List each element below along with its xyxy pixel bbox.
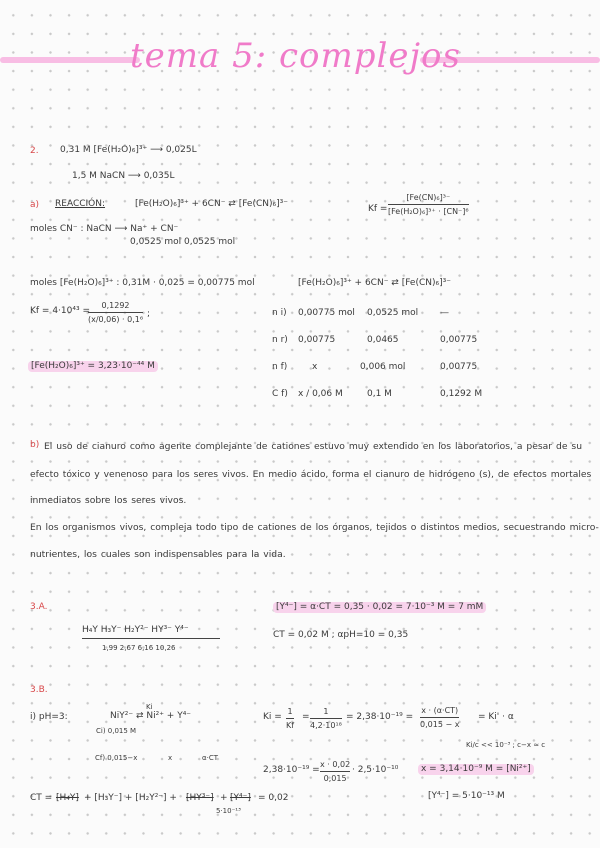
s3b-ci: Ci) 0,015 M <box>96 727 137 735</box>
s3b-label: 3.B. <box>30 685 48 695</box>
s2-moles-cn: moles CN⁻ : NaCN ⟶ Na⁺ + CN⁻ <box>30 224 179 234</box>
s3b-eq3-result: x = 3,14·10⁻⁹ M = [Ni²⁺] <box>418 764 534 775</box>
s3b-one: 1 <box>287 707 293 716</box>
s3b-reaction: NiY²⁻ ⇄ Ni²⁺ + Y⁴⁻ <box>110 711 192 721</box>
s3b-ct-res: = 0,02 <box>258 793 289 803</box>
table-cell: 0,1292 M <box>440 389 483 399</box>
s2-kf-den: [Fe(H₂O)₆]³⁺ · [CN⁻]⁶ <box>388 207 469 216</box>
s2-reaccion-label: REACCIÓN: <box>55 199 106 209</box>
page-title: tema 5: complejos <box>130 36 461 76</box>
s3b-kf-val: 4,2·10¹⁸ <box>310 721 342 730</box>
sb-line-1: El uso de cianuro como agente complejante de cationes estuvo muy extendido en los laboratorios, a pesar de su <box>44 441 583 452</box>
s3b-eq3-num: x · 0,02 <box>320 760 351 769</box>
s2-kf-value: Kf = 4·10⁴³ = <box>30 306 90 316</box>
s3b-ph: i) pH=3: <box>30 712 68 722</box>
s3b-main-fraction <box>420 706 459 729</box>
table-cell: 0,1 M <box>367 389 392 399</box>
s2-kf-label: Kf = <box>368 204 388 214</box>
sb-line-2: efecto tóxico y venenoso para los seres vivos. En medio ácido, forma el cianuro de hidrógeno (s), de efectos mortales <box>30 469 592 480</box>
s3b-cf-alpha: α·CT <box>202 754 219 762</box>
s3b-frac-num: x · (α·CT) <box>421 706 459 715</box>
s2-kf-bar <box>388 204 469 205</box>
s3b-ki-eq1: Ki = <box>263 712 282 722</box>
table-cell: x / 0,06 M <box>298 389 343 399</box>
s3b-eq-sign: = <box>302 712 310 722</box>
s2-result: [Fe(H₂O)₆]³⁺ = 3,23·10⁻⁴⁴ M <box>28 361 158 372</box>
s3a-ct: CT = 0,02 M ; αpH=10 = 0,35 <box>273 630 409 640</box>
s3b-ct-hy: [HY³⁻] <box>186 793 214 803</box>
s3b-ct-plus: + <box>220 793 228 803</box>
s2-a-label: a) <box>30 200 40 210</box>
s3a-pkas: 1,99 2,67 6,16 10,26 <box>102 644 176 652</box>
s3b-ki-tail: = Ki' · α <box>478 712 514 722</box>
s3b-cf: Cf) 0,015−x <box>95 754 138 762</box>
table-cell: 0,00775 <box>440 362 478 372</box>
s3b-ct-y4: [Y⁴⁻] <box>230 793 251 803</box>
title-underline-left <box>0 57 140 63</box>
s3b-eq3: 2,38·10⁻¹⁹ = <box>263 765 320 775</box>
s3b-kf: Kf <box>286 721 295 730</box>
s3b-ct-pre: CT = <box>30 793 53 803</box>
s3b-ct-mid: + [H₃Y⁻] + [H₂Y²⁻] + <box>84 793 177 803</box>
s3b-one-b: 1 <box>323 707 329 716</box>
s3b-ki-arrow: Ki <box>146 703 153 711</box>
table-row-label: n f) <box>272 362 288 372</box>
s2-kf-value-den: (x/0,06) · 0,1⁶ <box>88 315 144 324</box>
s3b-eq3-mid: · 2,5·10⁻¹⁰ <box>352 765 399 775</box>
s2-moles-fe: moles [Fe(H₂O)₆]³⁺ : 0,31M · 0,025 = 0,00775 mol <box>30 278 255 288</box>
sb-label: b) <box>30 440 40 450</box>
table-row-label: n i) <box>272 308 287 318</box>
s3b-frac-den: 0,015 − x <box>420 720 460 729</box>
s3b-bar-1 <box>286 718 294 719</box>
table-cell: 0,00775 <box>440 335 478 345</box>
s3b-approx: Ki/c << 10⁻³ ; c−x ≈ c <box>466 741 546 749</box>
s3a-y4: [Y⁴⁻] = α·CT = 0,35 · 0,02 = 7·10⁻³ M = 7 mM <box>273 602 486 613</box>
s2-reaction: [Fe(H₂O)₆]³⁺ + 6CN⁻ ⇄ [Fe(CN)₆]³⁻ <box>135 199 288 209</box>
table-cell: 0,0525 mol <box>367 308 419 318</box>
s2-kf-value-bar <box>88 312 143 313</box>
s3a-label: 3.A. <box>30 602 48 612</box>
s2-kf-value-fraction <box>88 301 143 324</box>
s3b-cf-x: x <box>168 754 173 762</box>
s3b-ct-sub: 5·10⁻¹³ <box>216 807 241 815</box>
s3b-bar-3 <box>420 717 459 718</box>
s3b-ct-h4y: [H₄Y] <box>56 793 79 803</box>
s2-kf-value-num: 0,1292 <box>101 301 130 310</box>
table-row-label: C f) <box>272 389 288 399</box>
table-cell: 0,00775 mol <box>298 308 355 318</box>
table-cell: x <box>312 362 318 372</box>
s2-kf-num: [Fe(CN)₆]³⁻ <box>406 193 451 202</box>
s2-moles-cn-vals: 0,0525 mol 0,0525 mol <box>130 237 236 247</box>
s3b-one-over-kfval <box>310 707 342 730</box>
s2-semicolon: ; <box>147 309 151 319</box>
s3a-species-line <box>82 638 220 639</box>
sb-line-5: nutrientes, los cuales son indispensables para la vida. <box>30 549 286 560</box>
s3b-bar-4 <box>320 771 350 772</box>
s3b-bar-2 <box>310 718 342 719</box>
section-2-number: 2. <box>30 146 39 156</box>
table-cell: 0,0465 <box>367 335 399 345</box>
s2-line2: 1,5 M NaCN ⟶ 0,035L <box>72 171 175 181</box>
sb-line-3: inmediatos sobre los seres vivos. <box>30 495 187 506</box>
s3b-y4-final: [Y⁴⁻] = 5·10⁻¹³ M <box>428 791 505 801</box>
s3b-eq3-den: 0,015 <box>323 774 347 783</box>
table-cell: 0,00775 <box>298 335 336 345</box>
sb-line-4: En los organismos vivos, compleja todo tipo de cationes de los órganos, tejidos o distintos medios, secuestrando micro- <box>30 522 599 533</box>
s3a-species: H₄Y H₃Y⁻ H₂Y²⁻ HY³⁻ Y⁴⁻ <box>82 625 189 635</box>
s3b-one-over-kf <box>286 707 294 730</box>
s3b-ki-eq2: = 2,38·10⁻¹⁹ = <box>346 712 414 722</box>
table-cell: 0,006 mol <box>360 362 406 372</box>
table-row-label: n r) <box>272 335 288 345</box>
s2-line1: 0,31 M [Fe(H₂O)₆]³⁺ ⟶ 0,025L <box>60 145 197 155</box>
table-cell: — <box>440 308 449 318</box>
s2-table-reaction: [Fe(H₂O)₆]³⁺ + 6CN⁻ ⇄ [Fe(CN)₆]³⁻ <box>298 278 451 288</box>
s3b-eq3-fraction <box>320 760 350 783</box>
s2-kf-fraction <box>388 193 469 216</box>
